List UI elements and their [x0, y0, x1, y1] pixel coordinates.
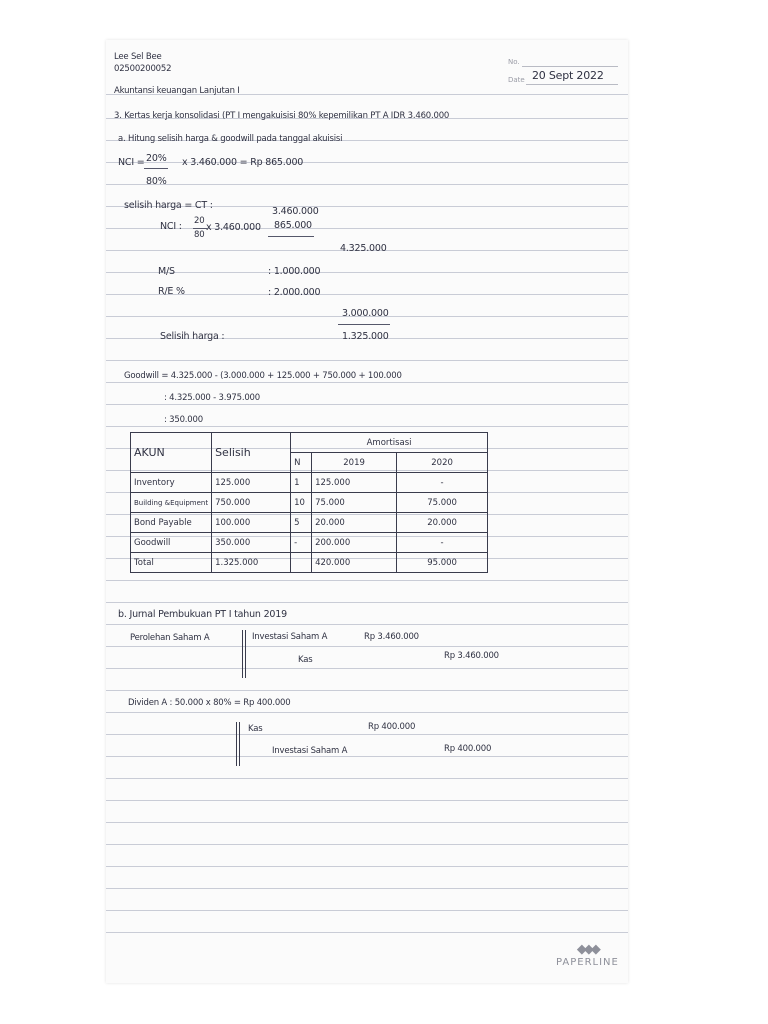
journal-bar [242, 630, 243, 678]
selisih-harga-label: selisih harga = CT : [124, 200, 213, 211]
nci-label: NCI = [118, 157, 145, 168]
table-row [131, 473, 488, 493]
re-label: R/E % [158, 286, 185, 297]
date-line [526, 84, 618, 85]
cell-2020: - [397, 533, 488, 553]
selisih-harga-2-value: 1.325.000 [342, 331, 389, 342]
ruled-line [106, 756, 628, 757]
amortization-table [130, 432, 488, 573]
nci2-numerator: 20 [194, 216, 205, 226]
ruled-line [106, 668, 628, 669]
entry2-credit-account: Investasi Saham A [272, 746, 348, 756]
cell-akun: Bond Payable [131, 513, 212, 533]
ruled-line [106, 778, 628, 779]
brand-name: PAPERLINE [556, 957, 619, 968]
cell-2019: 420.000 [312, 553, 397, 573]
header-akun: AKUN [131, 433, 212, 473]
table-row [131, 513, 488, 533]
nci-result: x 3.460.000 = Rp 865.000 [182, 157, 304, 168]
journal-bar [236, 722, 237, 766]
ruled-line [106, 272, 628, 273]
entry2-debit-account: Kas [248, 724, 263, 734]
paperline-logo [556, 942, 619, 968]
entry1-credit-account: Kas [298, 655, 313, 665]
cell-selisih: 750.000 [212, 493, 291, 513]
table-row [131, 493, 488, 513]
table-row-total [131, 553, 488, 573]
ruled-line [106, 822, 628, 823]
journal-bar [239, 722, 240, 766]
ruled-line [106, 844, 628, 845]
cell-2020: - [397, 473, 488, 493]
header-amortisasi: Amortisasi [291, 433, 488, 453]
header-2020: 2020 [397, 453, 488, 473]
ruled-line [106, 426, 628, 427]
cell-2019: 75.000 [312, 493, 397, 513]
cell-akun: Goodwill [131, 533, 212, 553]
entry1-credit-amount: Rp 3.460.000 [444, 651, 499, 661]
ruled-line [106, 646, 628, 647]
cell-akun: Total [131, 553, 212, 573]
part-b-heading: b. Jurnal Pembukuan PT I tahun 2019 [118, 609, 287, 620]
ms-value: : 1.000.000 [268, 266, 321, 277]
student-name: Lee Sel Bee [114, 52, 162, 62]
part-a-heading: a. Hitung selisih harga & goodwill pada tanggal akuisisi [118, 134, 343, 144]
sum-line [268, 236, 314, 237]
entry2-credit-amount: Rp 400.000 [444, 744, 492, 754]
goodwill-line-2: : 4.325.000 - 3.975.000 [164, 393, 260, 403]
ct-value: 3.460.000 [272, 206, 319, 217]
nci2-calc: x 3.460.000 [206, 222, 261, 233]
fraction-bar [193, 228, 207, 229]
sum-value-1: 4.325.000 [340, 243, 387, 254]
goodwill-line-3: : 350.000 [164, 415, 203, 425]
selisih-harga-2-label: Selisih harga : [160, 331, 225, 342]
cell-selisih: 1.325.000 [212, 553, 291, 573]
cell-2019: 125.000 [312, 473, 397, 493]
ruled-line [106, 910, 628, 911]
cell-akun: Building &Equipment [131, 493, 212, 513]
nci-denominator: 80% [146, 176, 167, 187]
cell-n: - [291, 533, 312, 553]
course-title: Akuntansi keuangan Lanjutan I [114, 86, 240, 96]
nci2-denominator: 80 [194, 230, 205, 240]
entry1-debit-amount: Rp 3.460.000 [364, 632, 419, 642]
cell-akun: Inventory [131, 473, 212, 493]
ruled-line [106, 228, 628, 229]
fraction-bar [144, 168, 168, 169]
ruled-line [106, 690, 628, 691]
nci-value: 865.000 [274, 220, 312, 231]
cell-n: 10 [291, 493, 312, 513]
cell-2019: 200.000 [312, 533, 397, 553]
ruled-line [106, 404, 628, 405]
cell-2020: 95.000 [397, 553, 488, 573]
entry2-debit-amount: Rp 400.000 [368, 722, 416, 732]
sum-value-2: 3.000.000 [342, 308, 389, 319]
problem-title: 3. Kertas kerja konsolidasi (PT I mengakuisisi 80% kepemilikan PT A IDR 3.460.000 [114, 111, 450, 121]
cell-2020: 20.000 [397, 513, 488, 533]
cell-selisih: 100.000 [212, 513, 291, 533]
paperline-diamond-icon: ◆◆◆ [576, 942, 598, 957]
header-selisih: Selisih [212, 433, 291, 473]
date-label: Date [508, 76, 525, 84]
ruled-line [106, 932, 628, 933]
header-n: N [291, 453, 312, 473]
cell-n: 1 [291, 473, 312, 493]
no-line [522, 66, 618, 67]
cell-n [291, 553, 312, 573]
ruled-line [106, 712, 628, 713]
re-value: : 2.000.000 [268, 287, 321, 298]
ruled-line [106, 734, 628, 735]
notebook-page [106, 40, 628, 983]
goodwill-line-1: Goodwill = 4.325.000 - (3.000.000 + 125.000 + 750.000 + 100.000 [124, 371, 402, 381]
nci2-label: NCI : [160, 221, 182, 232]
cell-2019: 20.000 [312, 513, 397, 533]
no-label: No. [508, 58, 520, 66]
sum-line [338, 324, 390, 325]
student-id: 02500200052 [114, 64, 172, 74]
ruled-line [106, 800, 628, 801]
ruled-line [106, 580, 628, 581]
entry1-debit-account: Investasi Saham A [252, 632, 328, 642]
cell-n: 5 [291, 513, 312, 533]
cell-selisih: 125.000 [212, 473, 291, 493]
ruled-line [106, 888, 628, 889]
ruled-line [106, 624, 628, 625]
ruled-line [106, 866, 628, 867]
date-value: 20 Sept 2022 [532, 69, 604, 82]
ruled-line [106, 602, 628, 603]
table-header-row [131, 433, 488, 453]
journal-bar [245, 630, 246, 678]
ruled-line [106, 184, 628, 185]
cell-selisih: 350.000 [212, 533, 291, 553]
ruled-line [106, 360, 628, 361]
header-2019: 2019 [312, 453, 397, 473]
entry1-label: Perolehan Saham A [130, 633, 210, 643]
table-row [131, 533, 488, 553]
dividen-calculation: Dividen A : 50.000 x 80% = Rp 400.000 [128, 698, 291, 708]
ms-label: M/S [158, 266, 175, 277]
ruled-line [106, 382, 628, 383]
cell-2020: 75.000 [397, 493, 488, 513]
nci-numerator: 20% [146, 153, 167, 164]
